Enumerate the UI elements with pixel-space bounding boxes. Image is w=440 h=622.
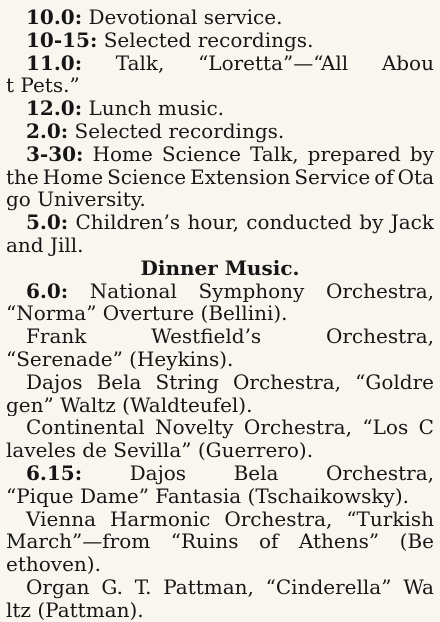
text-word: conducted: [246, 211, 352, 234]
text-word: “Turkish: [346, 507, 434, 531]
text-word: Symphony: [198, 279, 305, 303]
text-segment: Lunch music.: [82, 97, 224, 120]
text-segment: “Serenade” (Heykins).: [6, 347, 234, 371]
dinner-entry: [6, 371, 434, 417]
text-word: Organ: [26, 575, 90, 599]
time-label: 12.0:: [26, 97, 83, 120]
text-segment: laveles de Sevilla” (Guerrero).: [6, 439, 314, 462]
text-word: Continental: [26, 416, 145, 440]
text-word: Orchestra,: [233, 370, 342, 394]
dinner-entry: [6, 462, 434, 508]
text-segment: and Jill.: [6, 233, 84, 257]
program-entry: [6, 52, 434, 98]
text-segment: go University.: [6, 188, 146, 212]
program-line: [6, 120, 434, 143]
dinner-line: [6, 416, 434, 439]
dinner-line: [6, 439, 434, 462]
text-word: the: [6, 165, 39, 189]
text-word: by: [359, 211, 384, 234]
text-word: Home: [42, 165, 104, 189]
text-word: Westfield’s: [151, 325, 262, 348]
text-word: Extension: [190, 165, 291, 189]
dinner-line: [6, 280, 434, 303]
text-word: Children’s: [75, 211, 181, 234]
program-entry: [6, 211, 434, 257]
text-word: Bela: [233, 461, 279, 485]
dinner-line: [6, 348, 434, 371]
program-line: [6, 188, 434, 211]
program-line: [6, 6, 434, 29]
program-line: [6, 234, 434, 257]
text-word: String: [155, 370, 219, 394]
program-entry: [6, 97, 434, 120]
program-line: [6, 74, 434, 97]
section-heading: Dinner Music.: [140, 256, 300, 280]
text-word: Bela: [96, 370, 142, 394]
text-word: Talk,: [115, 51, 165, 75]
text-segment: Devotional service.: [82, 6, 283, 29]
text-segment: Selected recordings.: [68, 119, 285, 143]
dinner-line: [6, 325, 434, 348]
text-word: (Be: [399, 530, 434, 554]
program-list: [6, 6, 434, 622]
dinner-entry: [6, 508, 434, 576]
time-label: 11.0:: [26, 51, 83, 75]
dinner-line: [6, 553, 434, 576]
text-word: Athens”: [298, 530, 380, 554]
dinner-line: [6, 599, 434, 622]
dinner-entry: [6, 325, 434, 371]
text-word: Jack: [390, 211, 434, 234]
time-label: 10-15:: [26, 28, 98, 52]
text-word: prepared: [307, 142, 401, 166]
text-word: of: [258, 530, 279, 554]
program-entry: [6, 6, 434, 29]
time-label: 3-30:: [26, 142, 84, 166]
program-entry: [6, 143, 434, 211]
dinner-line: [6, 576, 434, 599]
text-word: “Los: [362, 416, 409, 440]
text-word: Dajos: [26, 370, 83, 394]
text-word: Service: [294, 165, 371, 189]
text-word: by: [409, 142, 434, 166]
text-word: Dajos: [129, 461, 187, 485]
text-word: “Loretta”—“All: [198, 51, 349, 75]
dinner-line: [6, 394, 434, 417]
dinner-line: [6, 462, 434, 485]
dinner-line: [6, 371, 434, 394]
dinner-entry: [6, 416, 434, 462]
text-word: Orchestra,: [325, 461, 434, 485]
text-segment: ethoven).: [6, 553, 101, 576]
text-word: Science: [161, 142, 241, 166]
program-entry: [6, 29, 434, 52]
text-segment: “Pique Dame” Fantasia (Tschaikowsky).: [6, 484, 409, 508]
text-segment: “Norma” Overture (Bellini).: [6, 302, 288, 326]
time-label: 10.0:: [26, 6, 83, 29]
text-word: “Cinderella”: [265, 575, 392, 599]
text-word: Abou: [381, 51, 434, 75]
text-word: “Goldre: [355, 370, 434, 394]
text-word: Vienna: [26, 507, 97, 531]
text-word: hour,: [187, 211, 239, 234]
text-word: National: [89, 279, 177, 303]
dinner-line: [6, 530, 434, 553]
text-word: T.: [134, 575, 152, 599]
text-word: G.: [101, 575, 123, 599]
text-word: of: [374, 165, 394, 189]
text-word: C: [418, 416, 434, 440]
program-line: [6, 97, 434, 120]
dinner-entry: [6, 280, 434, 326]
text-word: Frank: [26, 325, 87, 348]
text-word: Orchestra,: [325, 279, 434, 303]
text-segment: ltz (Pattman).: [6, 598, 144, 622]
program-line: [6, 29, 434, 52]
dinner-entry: [6, 576, 434, 622]
time-label: 2.0:: [26, 119, 69, 143]
text-word: Orchestra,: [325, 325, 434, 348]
time-label: 6.0:: [26, 279, 69, 303]
text-word: Orchestra,: [243, 416, 352, 440]
text-word: Harmonic: [109, 507, 211, 531]
text-word: Home: [92, 142, 153, 166]
text-word: Novelty: [155, 416, 234, 440]
dinner-line: [6, 485, 434, 508]
dinner-line: [6, 302, 434, 325]
program-line: [6, 143, 434, 166]
text-word: “Ruins: [170, 530, 239, 554]
time-label: 5.0:: [26, 211, 69, 234]
text-word: Science: [107, 165, 187, 189]
text-word: Ota: [397, 165, 434, 189]
text-word: Pattman,: [163, 575, 254, 599]
text-word: Wa: [403, 575, 434, 599]
program-line: [6, 211, 434, 234]
program-entry: [6, 120, 434, 143]
program-line: [6, 52, 434, 75]
time-label: 6.15:: [26, 461, 83, 485]
program-line: [6, 166, 434, 189]
text-word: March”—from: [6, 530, 151, 554]
text-segment: gen” Waltz (Waldteufel).: [6, 393, 253, 417]
dinner-line: [6, 508, 434, 531]
text-word: Orchestra,: [224, 507, 333, 531]
text-word: Talk,: [249, 142, 299, 166]
text-segment: t Pets.”: [6, 74, 80, 98]
text-segment: Selected recordings.: [97, 28, 314, 52]
